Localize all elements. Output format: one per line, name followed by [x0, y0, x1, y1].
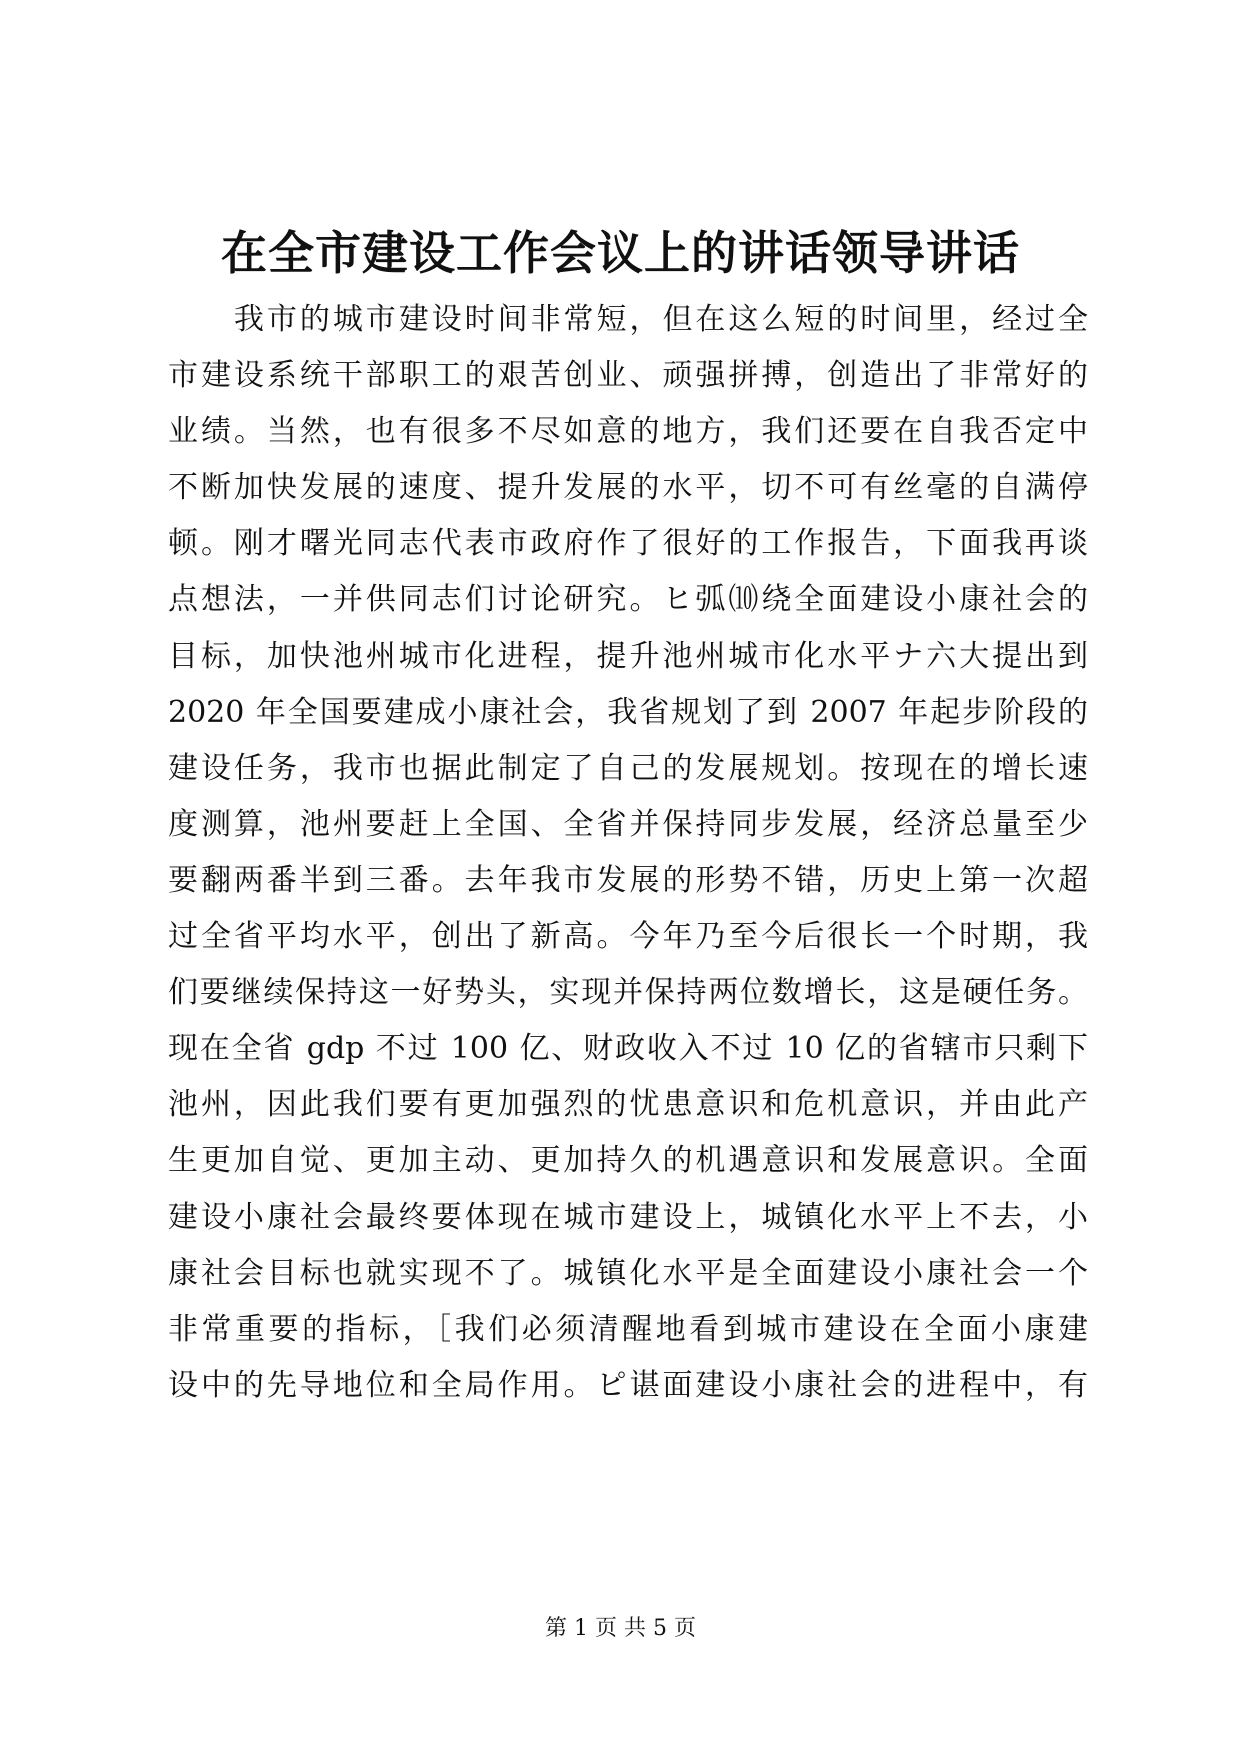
- body-line: 业绩。当然，也有很多不尽如意的地方，我们还要在自我否定中: [168, 414, 1088, 450]
- body-line: 过全省平均水平，创出了新高。今年乃至今后很长一个时期，我: [168, 919, 1088, 955]
- body-line: 非常重要的指标，［我们必须清醒地看到城市建设在全面小康建: [168, 1311, 1088, 1347]
- body-line: 设中的先导地位和全局作用。ピ谌面建设小康社会的进程中，有: [168, 1367, 1088, 1403]
- body-line: 现在全省 gdp 不过 100 亿、财政收入不过 10 亿的省辖市只剩下: [168, 1031, 1088, 1067]
- document-title: 在全市建设工作会议上的讲话领导讲话: [221, 226, 1020, 280]
- body-line: 建设任务，我市也据此制定了自己的发展规划。按现在的增长速: [168, 750, 1088, 786]
- body-line: 顿。刚才曙光同志代表市政府作了很好的工作报告，下面我再谈: [168, 526, 1088, 562]
- body-line: 市建设系统干部职工的艰苦创业、顽强拼搏，创造出了非常好的: [168, 358, 1088, 394]
- body-line: 池州，因此我们要有更加强烈的忧患意识和危机意识，并由此产: [168, 1087, 1088, 1123]
- body-line: 不断加快发展的速度、提升发展的水平，切不可有丝毫的自满停: [168, 470, 1088, 506]
- body-line: 度测算，池州要赶上全国、全省并保持同步发展，经济总量至少: [168, 806, 1088, 842]
- body-line: 生更加自觉、更加主动、更加持久的机遇意识和发展意识。全面: [168, 1143, 1088, 1179]
- body-line: 们要继续保持这一好势头，实现并保持两位数增长，这是硬任务。: [168, 975, 1088, 1011]
- document-body: [168, 292, 1088, 1414]
- body-line: 建设小康社会最终要体现在城市建设上，城镇化水平上不去，小: [168, 1199, 1088, 1235]
- body-line: 点想法，一并供同志们讨论研究。ヒ弧⑽绕全面建设小康社会的: [168, 582, 1088, 618]
- page-number-footer: 第 1 页 共 5 页: [545, 1616, 696, 1641]
- body-line: 我市的城市建设时间非常短，但在这么短的时间里，经过全: [168, 302, 1088, 337]
- body-line: 要翻两番半到三番。去年我市发展的形势不错，历史上第一次超: [168, 862, 1088, 898]
- body-line: 2020 年全国要建成小康社会，我省规划了到 2007 年起步阶段的: [168, 694, 1088, 730]
- body-line: 目标，加快池州城市化进程，提升池州城市化水平ナ六大提出到: [168, 638, 1088, 674]
- body-line: 康社会目标也就实现不了。城镇化水平是全面建设小康社会一个: [168, 1255, 1088, 1291]
